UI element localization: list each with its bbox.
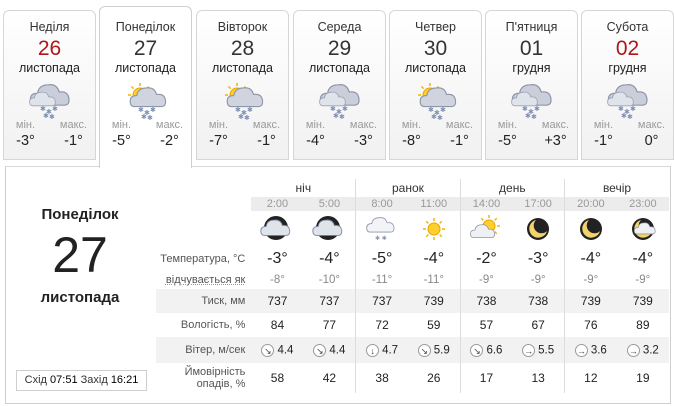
svg-text:✱: ✱: [626, 114, 633, 121]
max-temp: 0°: [644, 133, 659, 149]
min-label: мін.: [497, 119, 518, 131]
svg-text:✱: ✱: [140, 114, 147, 121]
day-tab-name: Понеділок: [115, 20, 176, 34]
day-tab-date: 28: [230, 37, 255, 60]
temperature-value: -3°: [267, 250, 288, 267]
slot-icon-cell: [408, 211, 460, 247]
feels-like-value: -9°: [460, 271, 512, 289]
wind-cell: [565, 337, 617, 363]
day-tab-date: 30: [423, 37, 448, 60]
svg-text:✱: ✱: [42, 113, 49, 120]
precipitation-row: [156, 363, 669, 393]
min-temp: -7°: [209, 133, 228, 149]
day-tab-4[interactable]: [389, 10, 482, 160]
day-tab-month: грудня: [512, 61, 551, 75]
temperature-row: [156, 247, 669, 271]
day-tab-month: листопада: [114, 61, 177, 75]
precipitation-value: 38: [356, 363, 408, 393]
period-row: [156, 179, 669, 197]
humidity-value: 89: [636, 318, 650, 332]
feels-like-value: -11°: [423, 274, 444, 286]
period-day: день: [460, 179, 564, 197]
temperature-value: -4°: [423, 250, 445, 267]
wind-direction-icon: ↘: [470, 344, 483, 357]
wind-cell: [356, 337, 408, 363]
day-tab-month: листопада: [18, 61, 81, 75]
wind-speed: 4.7: [382, 344, 399, 356]
cloud-snow-icon: [316, 83, 364, 121]
wind-cell: [512, 337, 564, 363]
wind-direction-icon: →: [524, 345, 534, 356]
feels-like-value: -9°: [530, 274, 546, 286]
day-tab-5[interactable]: [485, 10, 578, 160]
pressure-value: 739: [565, 289, 617, 313]
max-temp: -1°: [257, 133, 276, 149]
svg-text:✱: ✱: [137, 107, 144, 114]
svg-text:✱: ✱: [146, 115, 153, 122]
slot-icon-cell: [512, 211, 564, 247]
slot-icon-cell: [460, 211, 512, 247]
precipitation-label: [156, 363, 251, 393]
svg-text:✱: ✱: [433, 110, 440, 117]
feels-like-value: -9°: [635, 274, 651, 286]
day-tab-date: 27: [133, 37, 158, 60]
feels-like-value: -8°: [270, 274, 285, 286]
slot-icon-cell: [617, 211, 669, 247]
temperature-value: -3°: [527, 250, 549, 267]
hourly-forecast: [156, 179, 669, 393]
period-night: ніч: [295, 181, 312, 195]
day-tabs: [3, 6, 671, 166]
svg-text:✱: ✱: [341, 106, 348, 113]
svg-text:✱: ✱: [623, 109, 630, 116]
svg-text:✱: ✱: [338, 114, 345, 121]
humidity-value: 59: [427, 318, 441, 332]
sun-cloud-snow-icon: [219, 83, 267, 122]
sun-icon: [408, 214, 460, 244]
sunrise-time: 07:51: [50, 374, 78, 386]
max-label: макс.: [252, 119, 281, 131]
sun-cloud-snow-icon: [412, 83, 460, 122]
wind-row: [156, 337, 669, 363]
max-label: макс.: [637, 119, 666, 131]
min-temp: -3°: [16, 133, 35, 149]
humidity-row: [156, 313, 669, 337]
time-slot: 8:00: [356, 197, 408, 211]
max-temp: -3°: [354, 133, 373, 149]
svg-text:✱: ✱: [524, 113, 531, 120]
svg-text:✱: ✱: [427, 107, 434, 114]
day-tab-name: П'ятниця: [505, 20, 558, 34]
temperature-value: -4°: [565, 247, 617, 271]
svg-text:✱: ✱: [335, 109, 342, 116]
temperature-label: Температура, °C: [160, 253, 246, 265]
night-cloud-icon: [304, 214, 356, 244]
feels-like-value: -10°: [318, 274, 341, 286]
temperature-value: -5°: [356, 247, 408, 271]
day-tab-name: Неділя: [29, 20, 70, 34]
day-tab-date: 29: [327, 37, 352, 60]
time-slot: 20:00: [565, 197, 617, 211]
min-label: мін.: [593, 119, 614, 131]
day-tab-month: листопада: [404, 61, 467, 75]
min-temp: -8°: [402, 133, 421, 149]
day-tab-0[interactable]: [3, 10, 96, 160]
day-tab-date: 01: [519, 37, 544, 60]
svg-text:✱: ✱: [533, 106, 540, 113]
day-tab-6[interactable]: [581, 10, 674, 160]
slot-icon-cell: [304, 211, 356, 247]
svg-text:✱: ✱: [149, 107, 156, 114]
sunset-time: 16:21: [110, 374, 139, 386]
moon-icon: [565, 214, 617, 244]
wind-direction-icon: →: [628, 345, 638, 356]
time-slot: 14:00: [460, 197, 512, 211]
wind-speed: 5.9: [433, 344, 450, 356]
temperature-value: -4°: [319, 250, 340, 267]
min-label: мін.: [401, 119, 422, 131]
night-cloud-icon: [251, 214, 303, 244]
slot-icon-cell: [251, 211, 303, 247]
max-label: макс.: [155, 119, 184, 131]
moon-cloud-icon: [617, 214, 669, 244]
feels-like-value: -11°: [356, 271, 408, 289]
day-tab-name: Середа: [317, 20, 362, 34]
svg-text:✱: ✱: [51, 106, 58, 113]
max-label: макс.: [541, 119, 570, 131]
min-label: мін.: [305, 119, 326, 131]
time-slot: 17:00: [512, 197, 564, 211]
pressure-value: 737: [356, 289, 408, 313]
min-label: мін.: [111, 119, 132, 131]
precipitation-value: 58: [270, 371, 285, 385]
svg-text:✱: ✱: [439, 107, 446, 114]
pressure-value: 737: [304, 289, 356, 313]
slot-icon-cell: [565, 211, 617, 247]
humidity-label: Вологість, %: [180, 319, 246, 331]
min-temp: -4°: [306, 133, 325, 149]
period-morning: ранок: [356, 179, 460, 197]
day-tab-name: Четвер: [415, 20, 456, 34]
day-tab-name: Вівторок: [217, 20, 268, 34]
period-evening: вечір: [565, 179, 670, 197]
max-temp: +3°: [544, 133, 567, 149]
humidity-value: 57: [460, 313, 512, 337]
pressure-value: 737: [251, 289, 303, 313]
svg-text:✱: ✱: [237, 114, 244, 121]
wind-speed: 4.4: [329, 344, 346, 356]
svg-text:✱: ✱: [629, 106, 636, 113]
wind-cell: [408, 337, 460, 363]
svg-text:✱: ✱: [332, 113, 339, 120]
wind-direction-icon: ↘: [418, 344, 431, 357]
sun-cloud-icon: [461, 214, 513, 244]
svg-text:✱: ✱: [617, 106, 624, 113]
feels-like-label[interactable]: відчувається як: [165, 274, 246, 286]
svg-text:✱: ✱: [143, 110, 150, 117]
max-label: макс.: [445, 119, 474, 131]
day-tab-1[interactable]: [99, 6, 192, 168]
wind-cell: [251, 337, 303, 363]
svg-text:✱: ✱: [246, 107, 253, 114]
svg-text:✱: ✱: [620, 113, 627, 120]
precipitation-value: 12: [565, 363, 617, 393]
wind-label: Вітер, м/сек: [156, 337, 251, 363]
humidity-value: 76: [565, 313, 617, 337]
humidity-value: 67: [531, 318, 545, 332]
feels-like-value: -9°: [565, 271, 617, 289]
pressure-row: [156, 289, 669, 313]
day-detail-panel: [5, 166, 671, 404]
pressure-value: 738: [512, 289, 564, 313]
feels-like-row: [156, 271, 669, 289]
wind-direction-icon: ↘: [313, 344, 326, 357]
precipitation-value: 13: [531, 371, 545, 385]
precipitation-value: 19: [636, 371, 650, 385]
day-tab-month: грудня: [608, 61, 647, 75]
svg-text:✱: ✱: [430, 114, 437, 121]
day-tab-month: листопада: [308, 61, 371, 75]
temperature-value: -4°: [632, 250, 654, 267]
time-slot: 23:00: [617, 197, 669, 211]
sunrise-label: Схід: [24, 374, 47, 386]
day-tab-date: 26: [37, 37, 62, 60]
wind-cell: [617, 337, 669, 363]
svg-text:✱: ✱: [48, 114, 55, 121]
cloud-snow-icon: [604, 83, 652, 121]
day-tab-date: 02: [615, 37, 640, 60]
times-row: [156, 197, 669, 211]
svg-text:✱: ✱: [329, 106, 336, 113]
hourly-table: [156, 179, 669, 393]
wind-direction-icon: ↓: [366, 344, 379, 357]
precipitation-label-text: Ймовірність опадів, %: [184, 366, 246, 390]
svg-text:✱: ✱: [240, 110, 247, 117]
time-slot: 11:00: [408, 197, 460, 211]
svg-text:✱: ✱: [521, 106, 528, 113]
svg-text:✱: ✱: [234, 107, 241, 114]
selected-day-summary: [6, 167, 154, 403]
svg-text:✱ ✱: ✱ ✱: [375, 236, 387, 242]
selected-day-month: листопада: [40, 289, 120, 306]
pressure-label: Тиск, мм: [156, 289, 251, 313]
svg-text:✱: ✱: [527, 109, 534, 116]
wind-cell: [460, 337, 512, 363]
cloud-snow-icon: [508, 83, 556, 121]
wind-speed: 4.4: [277, 344, 294, 356]
svg-text:✱: ✱: [243, 115, 250, 122]
wind-speed: 6.6: [486, 344, 503, 356]
min-temp: -5°: [112, 133, 131, 149]
slot-icon-cell: [356, 211, 408, 247]
day-tab-month: листопада: [211, 61, 274, 75]
pressure-value: 739: [408, 289, 460, 313]
time-slot: 2:00: [251, 197, 303, 211]
sunset-label: Захід: [80, 374, 108, 386]
selected-day-date: 27: [52, 227, 108, 283]
moon-icon: [512, 214, 564, 244]
sunrise-sunset: [16, 370, 147, 391]
min-temp: -5°: [498, 133, 517, 149]
selected-day-name: Понеділок: [41, 206, 119, 223]
pressure-value: 738: [460, 289, 512, 313]
humidity-value: 84: [270, 318, 285, 332]
precipitation-value: 42: [322, 371, 337, 385]
humidity-value: 77: [322, 318, 337, 332]
max-temp: -1°: [450, 133, 469, 149]
min-label: мін.: [15, 119, 36, 131]
pressure-value: 739: [617, 289, 669, 313]
day-tab-2[interactable]: [196, 10, 289, 160]
temperature-value: -2°: [460, 247, 512, 271]
time-slot: 5:00: [304, 197, 356, 211]
precipitation-value: 17: [460, 363, 512, 393]
wind-direction-icon: ↘: [261, 344, 274, 357]
svg-text:✱: ✱: [436, 115, 443, 122]
wind-speed: 3.6: [590, 344, 607, 356]
icons-row: [156, 211, 669, 247]
max-temp: -2°: [160, 133, 179, 149]
precipitation-value: 26: [427, 371, 441, 385]
min-temp: -1°: [594, 133, 613, 149]
wind-speed: 3.2: [642, 344, 659, 356]
svg-text:✱: ✱: [530, 114, 537, 121]
cloud-snow-icon: [26, 83, 74, 121]
wind-direction-icon: →: [576, 345, 586, 356]
sun-cloud-snow-icon: [122, 83, 170, 122]
wind-cell: [304, 337, 356, 363]
min-label: мін.: [208, 119, 229, 131]
day-tab-name: Субота: [606, 20, 649, 34]
wind-speed: 5.5: [538, 344, 555, 356]
cloud-light-snow-icon: [356, 214, 408, 244]
humidity-value: 72: [356, 313, 408, 337]
max-label: макс.: [349, 119, 378, 131]
svg-text:✱: ✱: [39, 106, 46, 113]
day-tab-3[interactable]: [293, 10, 386, 160]
svg-text:✱: ✱: [45, 109, 52, 116]
max-label: макс.: [59, 119, 88, 131]
max-temp: -1°: [64, 133, 83, 149]
